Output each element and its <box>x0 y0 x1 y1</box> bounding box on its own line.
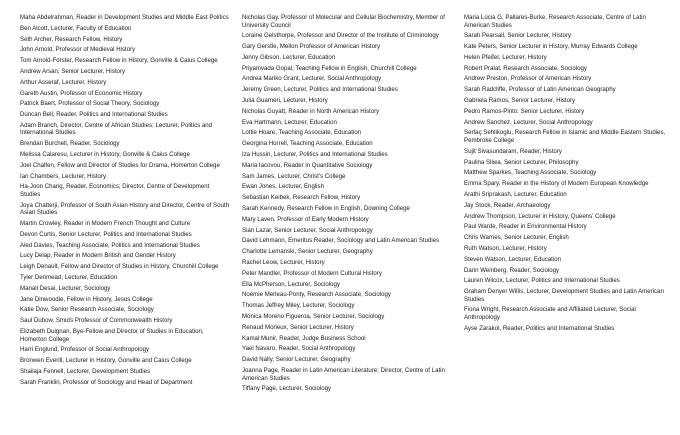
signatory-entry: Ben Alcott, Lecturer, Faculty of Education <box>20 24 132 32</box>
signatory-entry: Pedro Ramos-Pinto, Senior Lecturer, History <box>464 107 585 115</box>
signatory-entry: Paulina Sliwa, Senior Lecturer, Philosophy <box>464 158 579 166</box>
signatory-entry: Georgina Horrell, Teaching Associate, Education <box>242 140 373 148</box>
signatory-entry: Elizabeth Duignan, Bye-Fellow and Director of Studies in Education, Homerton College <box>20 328 204 343</box>
signatory-entry: Joel Chalfen, Fellow and Director of Studies for Drama, Homerton College <box>20 161 220 169</box>
signatory-entry: Saul Dubow, Smuts Professor of Commonwealth History <box>20 317 173 325</box>
signatory-entry: Brendan Burchell, Reader, Sociology <box>20 140 120 148</box>
signatory-entry: Ian Chambers, Lecturer, History <box>20 172 107 180</box>
signatory-entry: Jeremy Green, Lecturer, Politics and International Studies <box>242 86 398 94</box>
signatory-entry: Helen Pfeifer, Lecturer, History <box>464 53 547 61</box>
signatory-entry: David Lehmann, Emeritus Reader, Sociology and Latin American Studies <box>242 237 440 245</box>
signatory-entry: Ewan Jones, Lecturer, English <box>242 183 324 191</box>
signatory-entry: Katie Dow, Senior Research Associate, Sociology <box>20 306 154 314</box>
signatory-entry: Iza Hussin, Lecturer, Politics and International Studies <box>242 151 388 159</box>
signatory-entry: Shailaja Fennell, Lecturer, Development Studies <box>20 367 151 375</box>
signatory-entry: Sarah Kennedy, Research Fellow in English, Downing College <box>242 205 410 213</box>
signatory-entry: Steven Watson, Lecturer, Education <box>464 255 561 263</box>
signatory-entry: Adam Branch, Director, Centre of African Studies; Lecturer, Politics and International Studies <box>20 121 213 137</box>
signatory-entry: Andrew Sanchez, Lecturer, Social Anthropology <box>464 118 593 126</box>
signatory-entry: Chris Warnes, Senior Lecturer, English <box>464 234 569 242</box>
signatory-entry: Maria Lúcia G. Pallares-Burke, Research Associate, Centre of Latin American Studies <box>464 14 646 29</box>
signatory-entry: Arthur Asseraf, Lecturer, History <box>20 78 107 86</box>
signatory-entry: Fiona Wright, Research Associate and Affiliated Lecturer, Social Anthropology <box>464 306 636 321</box>
signatory-entry: Gary Gerstle, Mellon Professor of American History <box>242 43 381 51</box>
signatory-entry: Bronwen Everill, Lecturer in History, Gonville and Caius College <box>20 357 192 365</box>
signatory-entry: Ella McPherson, Lecturer, Sociology <box>242 280 340 288</box>
signatory-entry: Aled Davies, Teaching Associate, Politics and International Studies <box>20 241 200 249</box>
signatory-entry: Mary Laven, Professor of Early Modern History <box>242 215 369 223</box>
signatory-entry: Seth Archer, Research Fellow, History <box>20 35 123 43</box>
signatory-entry: Ha-Joon Chang, Reader, Economics; Director, Centre of Development Studies <box>20 183 210 198</box>
signatory-entry: Leigh Denault, Fellow and Director of Studies in History, Churchill College <box>20 263 219 271</box>
signatory-entry: Jane Dinwoodie, Fellow in History, Jesus College <box>20 295 153 303</box>
signatory-column-3 <box>464 14 670 336</box>
signatory-entry: Emma Spary, Reader in the History of Modern European Knowledge <box>464 180 649 188</box>
signatory-entry: Duncan Bell, Reader, Politics and International Studies <box>20 111 168 119</box>
signatory-entry: Lucy Delap, Reader in Modern British and Gender History <box>20 252 176 260</box>
signatory-entry: Nicholas Gay, Professor of Molecular and Cellular Biochemistry, Member of University Council <box>242 14 445 29</box>
signatory-entry: Maha Abdelrahman, Reader in Development Studies and Middle East Politics <box>20 14 229 21</box>
signatory-entry: Andrew Thompson, Lecturer in History, Queens' College <box>464 212 616 220</box>
signatory-entry: Paul Warde, Reader in Environmental History <box>464 223 587 231</box>
signatory-entry: Arathi Sriprakash, Lecturer, Education <box>464 190 567 198</box>
signatory-entry: Manali Desai, Lecturer, Sociology <box>20 284 111 292</box>
signatory-entry: Rachel Leow, Lecturer, History <box>242 259 325 267</box>
signatory-entry: Harri Englund, Professor of Social Anthropology <box>20 346 150 354</box>
signatory-entry: Charlotte Lemanski, Senior Lecturer, Geography <box>242 248 373 256</box>
signatory-entry: Eva Hartmann, Lecturer, Education <box>242 118 337 126</box>
signatory-entry: Andrea Mariko Grant, Lecturer, Social Anthropology <box>242 75 382 83</box>
signatory-entry: Peter Mandler, Professor of Modern Cultural History <box>242 269 382 277</box>
signatory-entry: Noémie Merleau-Ponty, Research Associate, Sociology <box>242 291 391 299</box>
signatory-entry: Nicholas Guyatt, Reader in North American History <box>242 107 380 115</box>
signatory-entry: John Arnold, Professor of Medieval History <box>20 46 136 54</box>
signatory-entry: Julia Guarneri, Lecturer, History <box>242 97 328 105</box>
signatory-entry: Loraine Gelsthorpe, Professor and Director of the Institute of Criminology <box>242 32 439 40</box>
signatory-entry: Gabriela Ramos, Senior Lecturer, History <box>464 97 576 105</box>
signatory-entry: Matthew Sparkes, Teaching Associate, Sociology <box>464 169 597 177</box>
signatory-entry: Andrew Arsan, Senior Lecturer, History <box>20 67 125 75</box>
signatory-entry: Jay Stock, Reader, Archaeology <box>464 201 551 209</box>
signatory-column-1 <box>20 14 230 390</box>
signatory-entry: Kate Peters, Senior Lecturer in History, Murray Edwards College <box>464 43 638 51</box>
signatory-entry: Sertaç Sehlikoglu, Research Fellow in Islamic and Middle Eastern Studies, Pembroke College <box>464 129 666 144</box>
signatory-entry: Patrick Baert, Professor of Social Theory, Sociology <box>20 100 160 108</box>
signatory-entry: Tom Arnold-Forster, Research Fellow in History, Gonville & Caius College <box>20 57 218 65</box>
signatory-entry: Melissa Calaresu, Lecturer in History, Gonville & Caius College <box>20 151 190 159</box>
signatory-entry: Renaud Morieux, Senior Lecturer, History <box>242 323 354 331</box>
signatory-entry: Thomas Jeffrey Miley, Lecturer, Sociology <box>242 302 355 310</box>
signatory-entry: Sian Lazar, Senior Lecturer, Social Anthropology <box>242 226 373 234</box>
signatory-entry: Lauren Wilcox, Lecturer, Politics and International Studies <box>464 277 620 285</box>
signatory-entry: Joanna Page, Reader in Latin American Literature; Director, Centre of Latin American Studies <box>242 367 445 382</box>
signatory-entry: Robert Pralat, Research Associate, Sociology <box>464 64 587 72</box>
signatory-entry: Sam James, Lecturer, Christ's College <box>242 172 346 180</box>
signatory-entry: Yael Navaro, Reader, Social Anthropology <box>242 345 356 353</box>
signatory-entry: Sujit Sivasundaram, Reader, History <box>464 147 562 155</box>
signatory-column-2 <box>242 14 452 396</box>
signatory-entry: Jenny Gibson, Lecturer, Education <box>242 53 336 61</box>
signatory-entry: Sarah Radcliffe, Professor of Latin American Geography <box>464 86 616 94</box>
signatory-entry: Darin Weinberg, Reader, Sociology <box>464 266 560 274</box>
signatory-entry: Andrew Preston, Professor of American History <box>464 75 592 83</box>
signatory-entry: Joya Chatterji, Professor of South Asian History and Director, Centre of South Asian Studies <box>20 201 229 217</box>
signatory-entry: Sebastian Keibek, Research Fellow, History <box>242 194 361 202</box>
signatory-entry: Tyler Denmead, Lecturer, Education <box>20 274 118 282</box>
signatory-entry: Kamal Munir, Reader, Judge Business School <box>242 334 366 342</box>
signatory-entry: Ayse Zarakol, Reader, Politics and International Studies <box>464 324 615 332</box>
signatory-entry: Mónica Moreno Figueroa, Senior Lecturer, Sociology <box>242 313 385 321</box>
signatory-entry: Devon Curtis, Senior Lecturer, Politics and International Studies <box>20 230 192 238</box>
signatory-entry: Martin Crowley, Reader in Modern French Thought and Culture <box>20 220 191 228</box>
signatory-entry: Sarah Franklin, Professor of Sociology and Head of Department <box>20 378 193 386</box>
signatory-entry: Tiffany Page, Lecturer, Sociology <box>242 385 332 393</box>
signatory-entry: David Nally, Senior Lecturer, Geography <box>242 356 351 364</box>
signatory-entry: Maria Iacovou, Reader in Quantitative Sociology <box>242 161 373 169</box>
signatory-entry: Lottie Hoare, Teaching Associate, Education <box>242 129 362 137</box>
signatory-entry: Priyamvada Gopal, Teaching Fellow in English, Churchill College <box>242 64 417 72</box>
signatory-entry: Ruth Watson, Lecturer, History <box>464 244 547 252</box>
signatory-entry: Gareth Austin, Professor of Economic History <box>20 89 143 97</box>
signatory-entry: Graham Denyer Willis, Lecturer, Development Studies and Latin American Studies <box>464 288 664 303</box>
signatory-entry: Sarah Pearsall, Senior Lecturer, History <box>464 32 572 40</box>
